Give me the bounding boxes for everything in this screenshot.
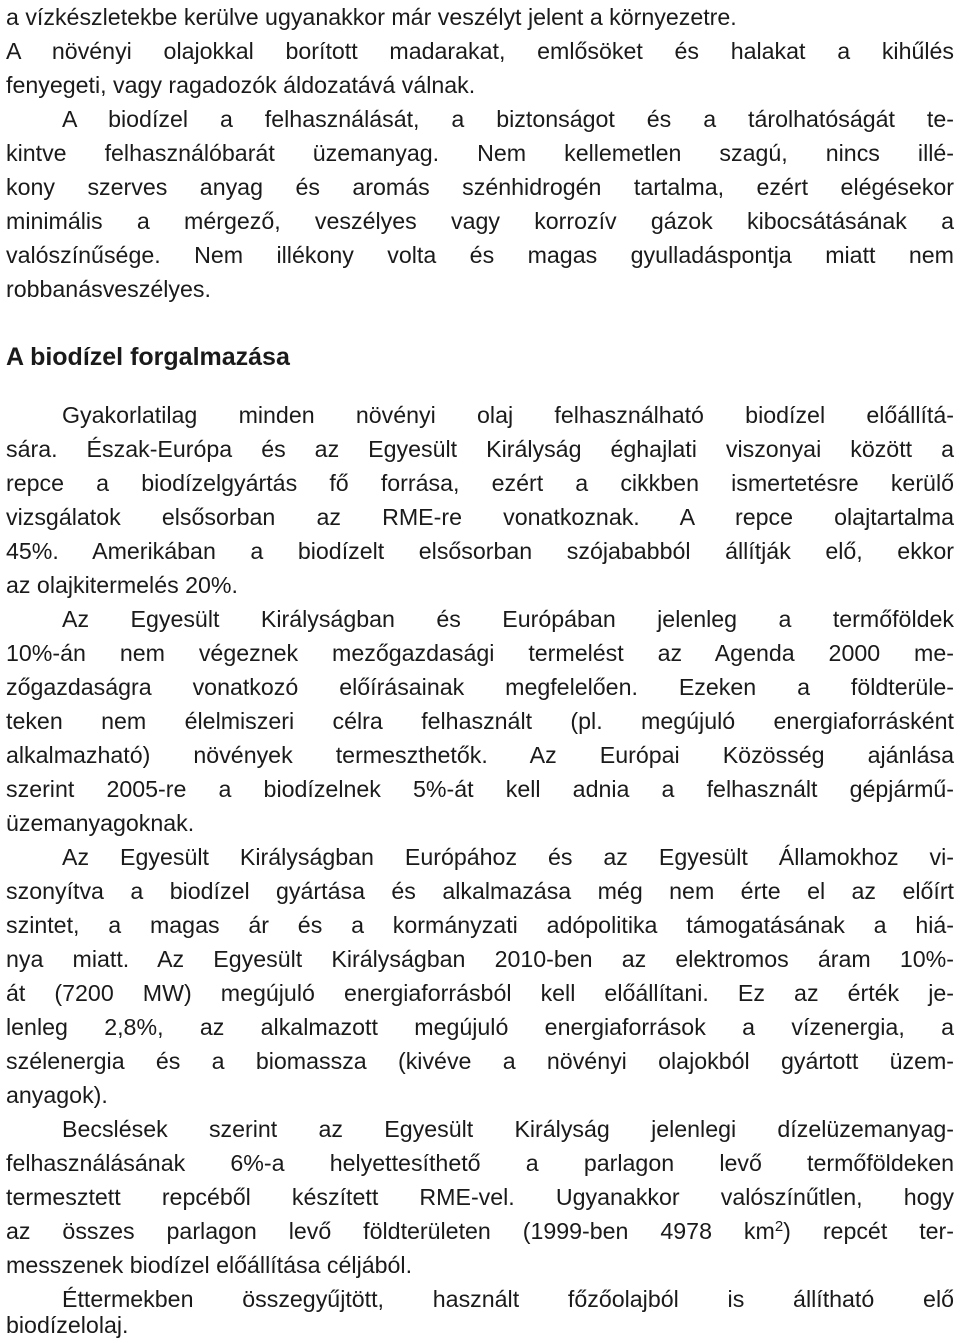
text-line: sára. Észak-Európa és az Egyesült Királyság éghajlati viszonyai között a xyxy=(6,436,954,462)
text-line: kony szerves anyag és aromás szénhidrogén tartalma, ezért elégésekor xyxy=(6,174,954,200)
text-line: üzemanyagoknak. xyxy=(6,810,195,836)
text-line: Az Egyesült Királyságban és Európában jelenleg a termőföldek xyxy=(62,606,954,632)
text-line: repce a biodízelgyártás fő forrása, ezért a cikkben ismertetésre kerülő xyxy=(6,470,954,496)
superscript: 2 xyxy=(774,1218,784,1235)
text-fragment: ) repcét ter- xyxy=(783,1218,954,1244)
text-line: anyagok). xyxy=(6,1082,108,1108)
text-line: Becslések szerint az Egyesült Királyság jelenlegi dízelüzemanyag- xyxy=(62,1116,954,1142)
text-line: messzenek biodízel előállítása céljából. xyxy=(6,1252,413,1278)
text-line xyxy=(6,1214,954,1248)
text-line: kintve felhasználóbarát üzemanyag. Nem kellemetlen szagú, nincs illé- xyxy=(6,140,954,166)
text-line: biodízelolaj. xyxy=(6,1312,129,1338)
section-heading: A biodízel forgalmazása xyxy=(6,343,290,371)
text-line: robbanásveszélyes. xyxy=(6,276,211,302)
text-line: szonyítva a biodízel gyártása és alkalmazása még nem érte el az előírt xyxy=(6,878,954,904)
text-line: valószínűsége. Nem illékony volta és magas gyulladáspontja miatt nem xyxy=(6,242,954,268)
text-line: teken nem élelmiszeri célra felhasznált (pl. megújuló energiaforrásként xyxy=(6,708,954,734)
text-line: 10%-án nem végeznek mezőgazdasági termelést az Agenda 2000 me- xyxy=(6,640,954,666)
text-line: fenyegeti, vagy ragadozók áldozatává válnak. xyxy=(6,72,476,98)
text-line: termesztett repcéből készített RME-vel. Ugyanakkor valószínűtlen, hogy xyxy=(6,1184,954,1210)
text-line: át (7200 MW) megújuló energiaforrásból kell előállítani. Ez az érték je- xyxy=(6,980,954,1006)
text-line: A növényi olajokkal borított madarakat, emlősöket és halakat a kihűlés xyxy=(6,38,954,64)
text-line: a vízkészletekbe kerülve ugyanakkor már veszélyt jelent a környezetre. xyxy=(6,4,737,30)
text-line: nya miatt. Az Egyesült Királyságban 2010-ben az elektromos áram 10%- xyxy=(6,946,954,972)
text-fragment: az összes parlagon levő földterületen (1999-ben 4978 km xyxy=(6,1218,775,1244)
text-line: alkalmazható) növények termeszthetők. Az Európai Közösség ajánlása xyxy=(6,742,954,768)
text-line: felhasználásának 6%-a helyettesíthető a parlagon levő termőföldeken xyxy=(6,1150,954,1176)
text-line: zőgazdaságra vonatkozó előírásainak megfelelően. Ezeken a földterüle- xyxy=(6,674,954,700)
text-line: 45%. Amerikában a biodízelt elsősorban szójababból állítják elő, ekkor xyxy=(6,538,954,564)
text-line: az olajkitermelés 20%. xyxy=(6,572,238,598)
text-line: szintet, a magas ár és a kormányzati adópolitika támogatásának a hiá- xyxy=(6,912,954,938)
text-line: Gyakorlatilag minden növényi olaj felhasználható biodízel előállítá- xyxy=(62,402,954,428)
text-line: szerint 2005-re a biodízelnek 5%-át kell adnia a felhasznált gépjármű- xyxy=(6,776,954,802)
text-line: lenleg 2,8%, az alkalmazott megújuló energiaforrások a vízenergia, a xyxy=(6,1014,954,1040)
text-line: minimális a mérgező, veszélyes vagy korrozív gázok kibocsátásának a xyxy=(6,208,954,234)
text-line: szélenergia és a biomassza (kivéve a növényi olajokból gyártott üzem- xyxy=(6,1048,954,1074)
text-line: vizsgálatok elsősorban az RME-re vonatkoznak. A repce olajtartalma xyxy=(6,504,954,530)
text-line: A biodízel a felhasználását, a biztonságot és a tárolhatóságát te- xyxy=(62,106,954,132)
text-line: Éttermekben összegyűjtött, használt főzőolajból is állítható elő xyxy=(62,1286,954,1312)
text-line: Az Egyesült Királyságban Európához és az Egyesült Államokhoz vi- xyxy=(62,844,954,870)
